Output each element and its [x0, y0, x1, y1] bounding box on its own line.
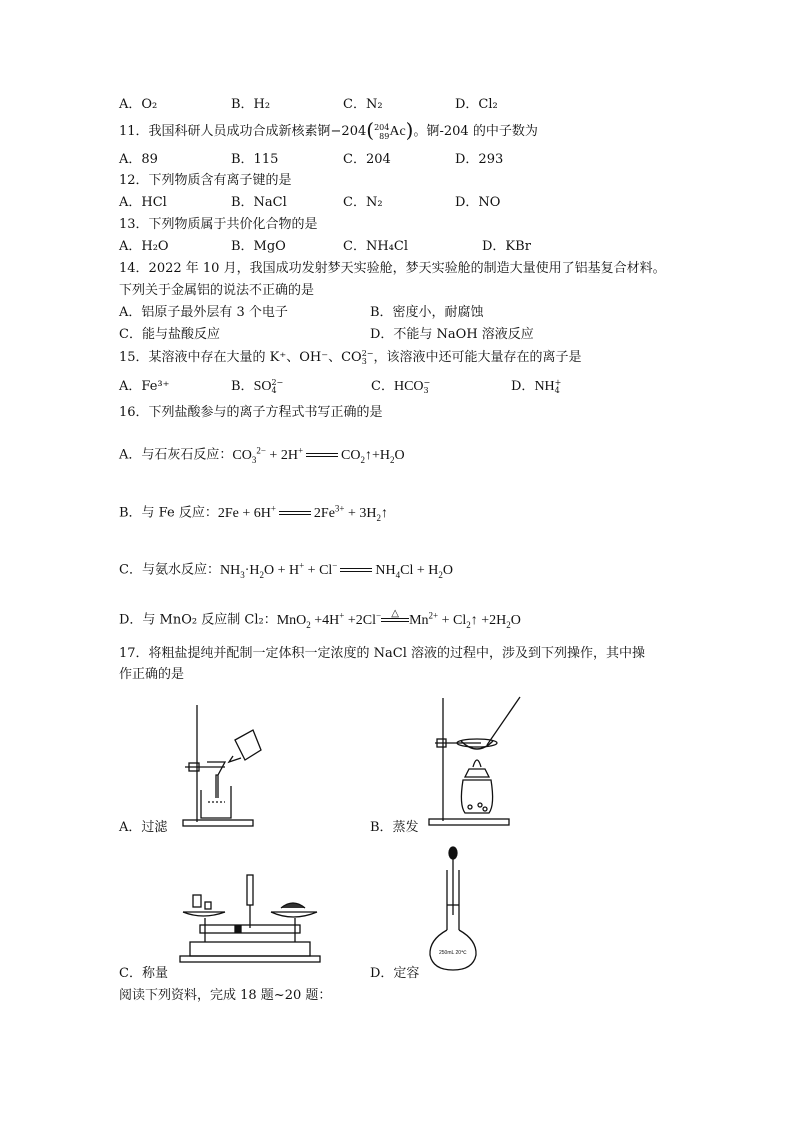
q14-stem-line2: 下列关于金属铝的说法不正确的是: [119, 283, 315, 298]
q12-stem: 12．下列物质含有离子键的是: [119, 173, 292, 188]
q12-option-c: C．N₂: [343, 195, 383, 210]
q14-option-a: A．铝原子最外层有 3 个电子: [119, 305, 288, 320]
filtration-apparatus: [175, 700, 275, 830]
q13-option-c: C．NH₄Cl: [343, 239, 408, 254]
q11-option-b: B．115: [231, 152, 279, 167]
evaporation-apparatus: [425, 695, 535, 830]
q15-option-a: A．Fe³⁺: [119, 379, 170, 394]
q10-option-c: C．N₂: [343, 97, 383, 112]
q15-option-c: C．HCO − 3: [371, 377, 431, 395]
volumetric-flask: [425, 845, 485, 975]
q12-option-d: D．NO: [455, 195, 501, 210]
q13-stem: 13．下列物质属于共价化合物的是: [119, 217, 318, 232]
q10-option-d: D．Cl₂: [455, 97, 498, 112]
q16-option-a: A．与石灰石反应：$CO_3^{2-} + 2H^+$ $CO_2↑+H_2O$: [119, 445, 405, 465]
q14-stem-line1: 14．2022 年 10 月，我国成功发射梦天实验舱，梦天实验舱的制造大量使用了铝基复合材料。: [119, 261, 666, 276]
q14-option-b: B．密度小，耐腐蚀: [370, 305, 484, 320]
q15-option-d: D．NH + 4: [511, 377, 562, 395]
q17-option-d: D．定容: [370, 966, 420, 981]
q14-option-c: C．能与盐酸反应: [119, 327, 220, 342]
q16-stem: 16．下列盐酸参与的离子方程式书写正确的是: [119, 405, 383, 420]
q16-option-b: B．与 Fe 反应：2Fe + 6H+ $2Fe^{3+}$ + $3H_2↑$: [119, 503, 389, 523]
weighing-balance: [175, 870, 325, 970]
q13-option-b: B．MgO: [231, 239, 286, 254]
q13-option-a: A．H₂O: [119, 239, 169, 254]
q11-option-a: A．89: [119, 152, 158, 167]
q16-option-d: D．与 MnO₂ 反应制 Cl₂：MnO$_2$ +4H+ +2Cl− △ $Mn^{2+}$ + $Cl_2↑ +2H_2O$: [119, 608, 521, 630]
q12-option-b: B．NaCl: [231, 195, 287, 210]
q16-option-c: C．与氨水反应：$NH_3\cdot H_2O + H^+ + Cl^-$ $NH_4Cl + H_2O$: [119, 560, 453, 580]
flask-label: 250mL 20℃: [439, 950, 467, 956]
q11-option-c: C．204: [343, 152, 391, 167]
q17-stem-line2: 作正确的是: [119, 667, 185, 682]
q17-option-c: C．称量: [119, 966, 168, 981]
q17-option-a: A．过滤: [119, 820, 168, 835]
q15-option-b: B．SO 2− 4: [231, 377, 284, 395]
q13-option-d: D．KBr: [482, 239, 531, 254]
q17-stem-line1: 17．将粗盐提纯并配制一定体积一定浓度的 NaCl 溶液的过程中，涉及到下列操作，其中操: [119, 646, 646, 661]
q17-option-b: B．蒸发: [370, 820, 419, 835]
q14-option-d: D．不能与 NaOH 溶液反应: [370, 327, 534, 342]
q10-option-b: B．H₂: [231, 97, 271, 112]
q15-stem: 15．某溶液中存在大量的 K⁺、OH⁻、CO 2− 3 ，该溶液中还可能大量存在的离子是: [119, 348, 582, 366]
q10-option-a: A．O₂: [119, 97, 158, 112]
q12-option-a: A．HCl: [119, 195, 167, 210]
q11-stem: 11．我国科研人员成功合成新核素锕−204( 204 89 Ac)。锕-204 的中子数为: [119, 118, 538, 142]
reading-instruction: 阅读下列资料，完成 18 题~20 题：: [119, 988, 332, 1003]
q11-option-d: D．293: [455, 152, 504, 167]
